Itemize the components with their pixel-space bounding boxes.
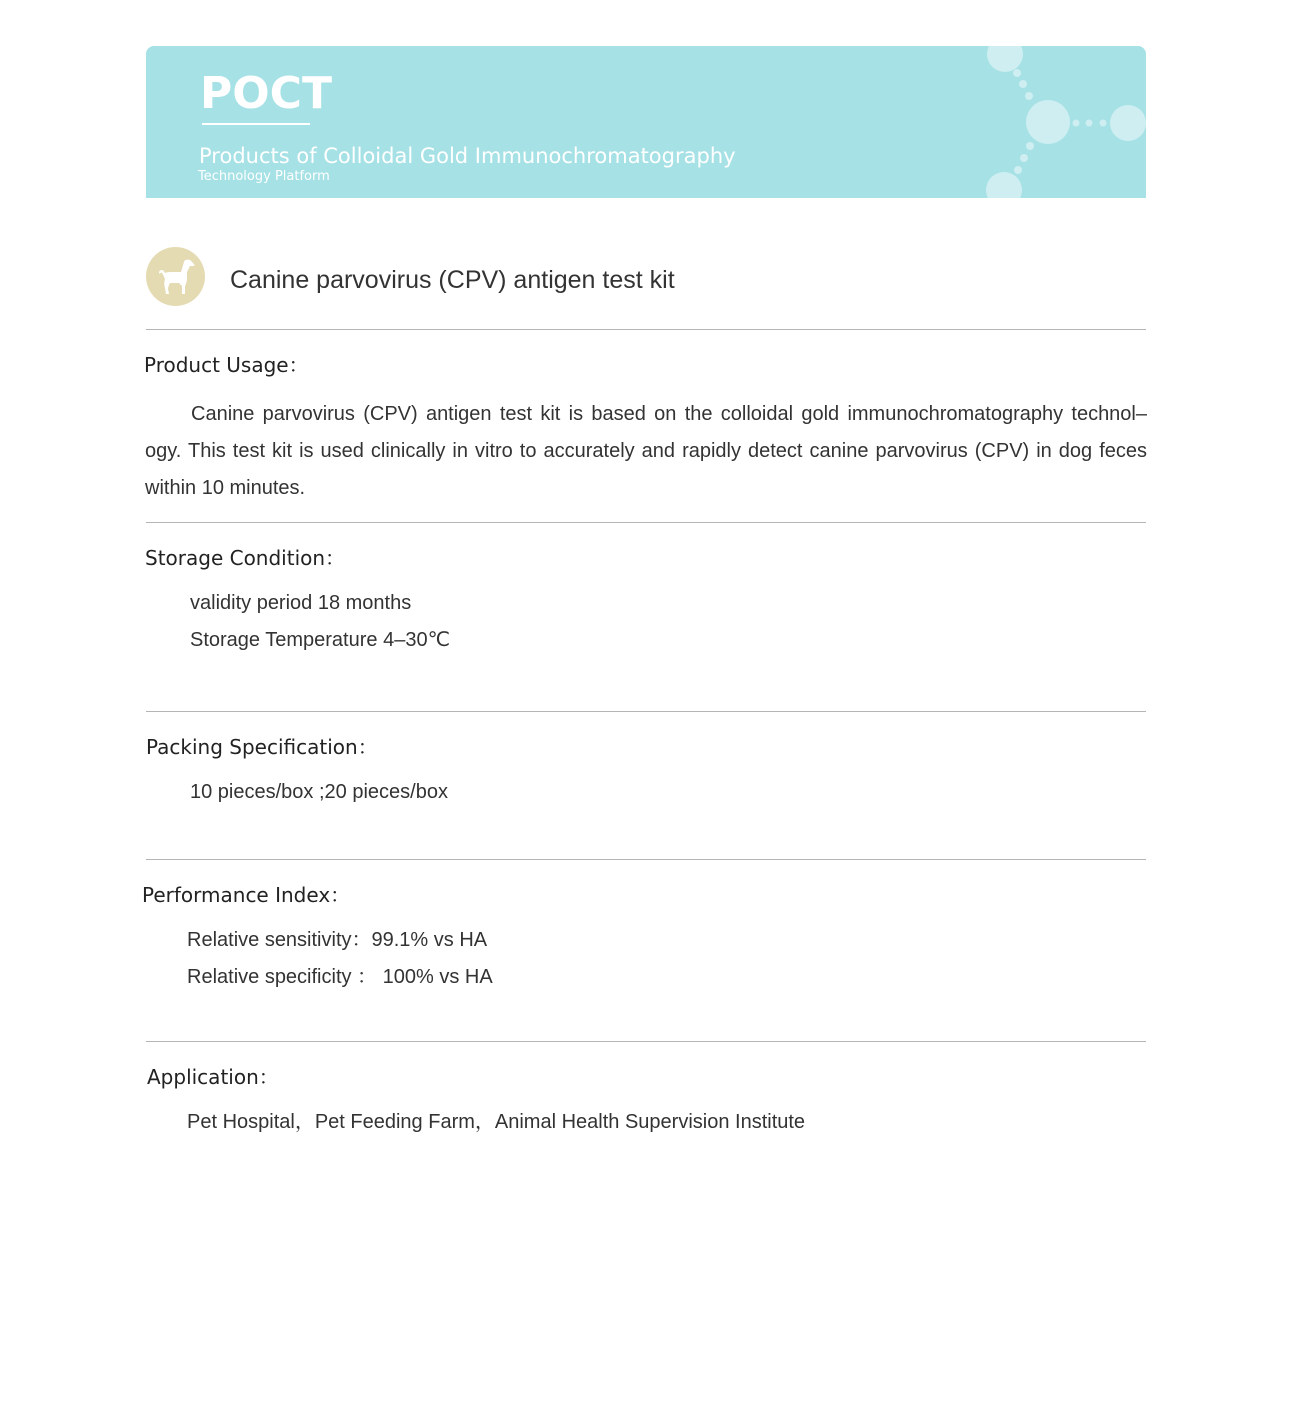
- banner-subtitle: Products of Colloidal Gold Immunochromatography: [199, 144, 736, 168]
- usage-heading: Product Usage：: [144, 353, 309, 377]
- section-divider: [146, 522, 1146, 523]
- product-title: Canine parvovirus (CPV) antigen test kit: [230, 266, 675, 294]
- section-divider: [146, 1041, 1146, 1042]
- storage-validity: validity period 18 months: [190, 592, 412, 614]
- application-heading: Application：: [147, 1065, 279, 1089]
- performance-sensitivity: Relative sensitivity：99.1% vs HA: [187, 929, 488, 951]
- storage-temperature: Storage Temperature 4–30℃: [190, 629, 451, 651]
- storage-heading: Storage Condition：: [145, 546, 346, 570]
- packing-heading: Packing Specification：: [146, 735, 378, 759]
- molecule-graphic-icon: [966, 46, 1146, 198]
- section-divider: [146, 859, 1146, 860]
- packing-spec: 10 pieces/box ;20 pieces/box: [190, 781, 448, 803]
- banner-subtitle-platform: Technology Platform: [198, 169, 330, 184]
- banner-underline: [202, 123, 310, 125]
- usage-text: Canine parvovirus (CPV) antigen test kit is based on the colloidal gold immunochromatography technol–ogy. This test kit is used clinically in vitro to accurately and rapidly detect canine parvovirus (CPV) in dog feces within 10 minutes.: [145, 403, 1147, 499]
- performance-specificity: Relative specificity ： 100% vs HA: [187, 966, 493, 988]
- performance-heading: Performance Index：: [142, 883, 351, 907]
- banner-title: POCT: [200, 68, 332, 119]
- section-divider: [146, 329, 1146, 330]
- section-divider: [146, 711, 1146, 712]
- header-banner: [146, 46, 1146, 198]
- dog-icon: [146, 247, 205, 306]
- application-text: Pet Hospital，Pet Feeding Farm，Animal Health Supervision Institute: [187, 1111, 806, 1133]
